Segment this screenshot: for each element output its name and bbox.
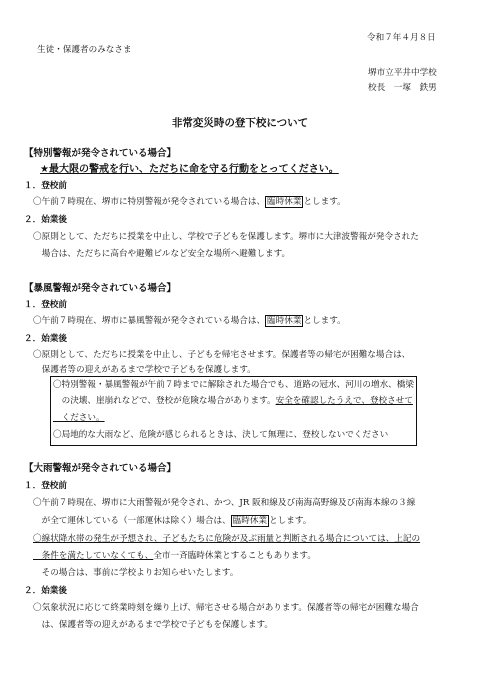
item-line: 条件を満たしていなくても、全市一斉臨時休業とすることもあります。 <box>33 551 316 561</box>
note-line: 〇局地的な大雨など、危険が感じられるときは、決して無理に、登校しないでください <box>53 430 389 440</box>
item-line: その場合は、事前に学校よりお知らせいたします。 <box>33 568 239 578</box>
note-line: ください。 <box>53 413 105 423</box>
item-line: 〇線状降水帯の発生が予想され、子どもたちに危険が及ぶ雨量と判断される場合については、上記の <box>33 534 421 544</box>
item-line: が全て運休している（一部運休は除く）場合は、 臨時休業 とします。 <box>33 516 312 526</box>
document-title: 非常変災時の登下校について <box>171 117 309 129</box>
item-line: 〇原則として、ただちに授業を中止し、学校で子どもを保護します。堺市に大津波警報が発令された <box>33 232 419 242</box>
closure-box: 臨時休業 <box>267 197 302 207</box>
principal-name: 校長 一塚 鉄男 <box>368 83 437 93</box>
item-label: 登校前 <box>41 481 67 491</box>
item-number: １． <box>24 481 42 491</box>
item-number: １． <box>24 181 42 191</box>
item-label: 登校前 <box>41 300 67 310</box>
closure-box: 臨時休業 <box>267 316 302 326</box>
item-number: １． <box>24 300 42 310</box>
section-heading-special-warning: 【特別警報が発令されている場合】 <box>24 148 177 159</box>
item-heading <box>24 586 67 597</box>
recipient: 生徒・保護者のみなさま <box>37 45 132 55</box>
item-line: 保護者等の迎えがあるまで学校で子どもを保護します。 <box>33 365 256 375</box>
item-label: 始業後 <box>41 334 67 344</box>
section-heading-storm-warning: 【暴風警報が発令されている場合】 <box>24 283 177 294</box>
document-date: 令和７年４月８日 <box>367 33 436 43</box>
item-line: 〇午前７時現在、堺市に特別警報が発令されている場合は、 臨時休業 とします。 <box>33 197 346 207</box>
section-heading-heavy-rain-warning: 【大雨警報が発令されている場合】 <box>24 463 177 474</box>
item-line: 〇午前７時現在、堺市に暴風警報が発令されている場合は、 臨時休業 とします。 <box>33 316 346 326</box>
item-number: ２． <box>24 586 42 596</box>
item-heading <box>24 334 67 345</box>
item-line: 〇気象状況に応じて終業時刻を繰り上げ、帰宅させる場合があります。保護者等の帰宅が困難な場合 <box>33 603 419 613</box>
item-label: 始業後 <box>41 586 67 596</box>
note-line: の決壊、崖崩れなどで、登校が危険な場合があります。安全を確認したうえで、登校させて <box>53 396 413 406</box>
item-line: は、保護者等の迎えがあるまで学校で子どもを保護します。 <box>33 620 273 630</box>
closure-box: 臨時休業 <box>232 516 268 526</box>
note-line: 〇特別警報・暴風警報が午前７時までに解除された場合でも、道路の冠水、河川の増水、橋梁 <box>53 380 414 390</box>
item-heading <box>24 215 67 226</box>
special-warning-notice: ★最大限の警戒を行い、ただちに命を守る行動をとってください。 <box>40 164 339 175</box>
item-number: ２． <box>24 334 42 344</box>
item-number: ２． <box>24 215 42 225</box>
item-heading <box>24 181 67 192</box>
item-label: 始業後 <box>41 215 67 225</box>
item-line: 〇午前７時現在、堺市に大雨警報が発令され、かつ、JR 阪和線及び南海高野線及び南海本線の３線 <box>33 498 416 508</box>
school-name: 堺市立平井中学校 <box>368 68 437 78</box>
item-heading <box>24 481 67 492</box>
item-line: 〇原則として、ただちに授業を中止し、子どもを帰宅させます。保護者等の帰宅が困難な場合は、 <box>33 350 411 360</box>
item-label: 登校前 <box>41 181 67 191</box>
item-heading <box>24 300 67 311</box>
item-line: 場合は、ただちに高台や避難ビルなど安全な場所へ避難します。 <box>33 249 291 259</box>
